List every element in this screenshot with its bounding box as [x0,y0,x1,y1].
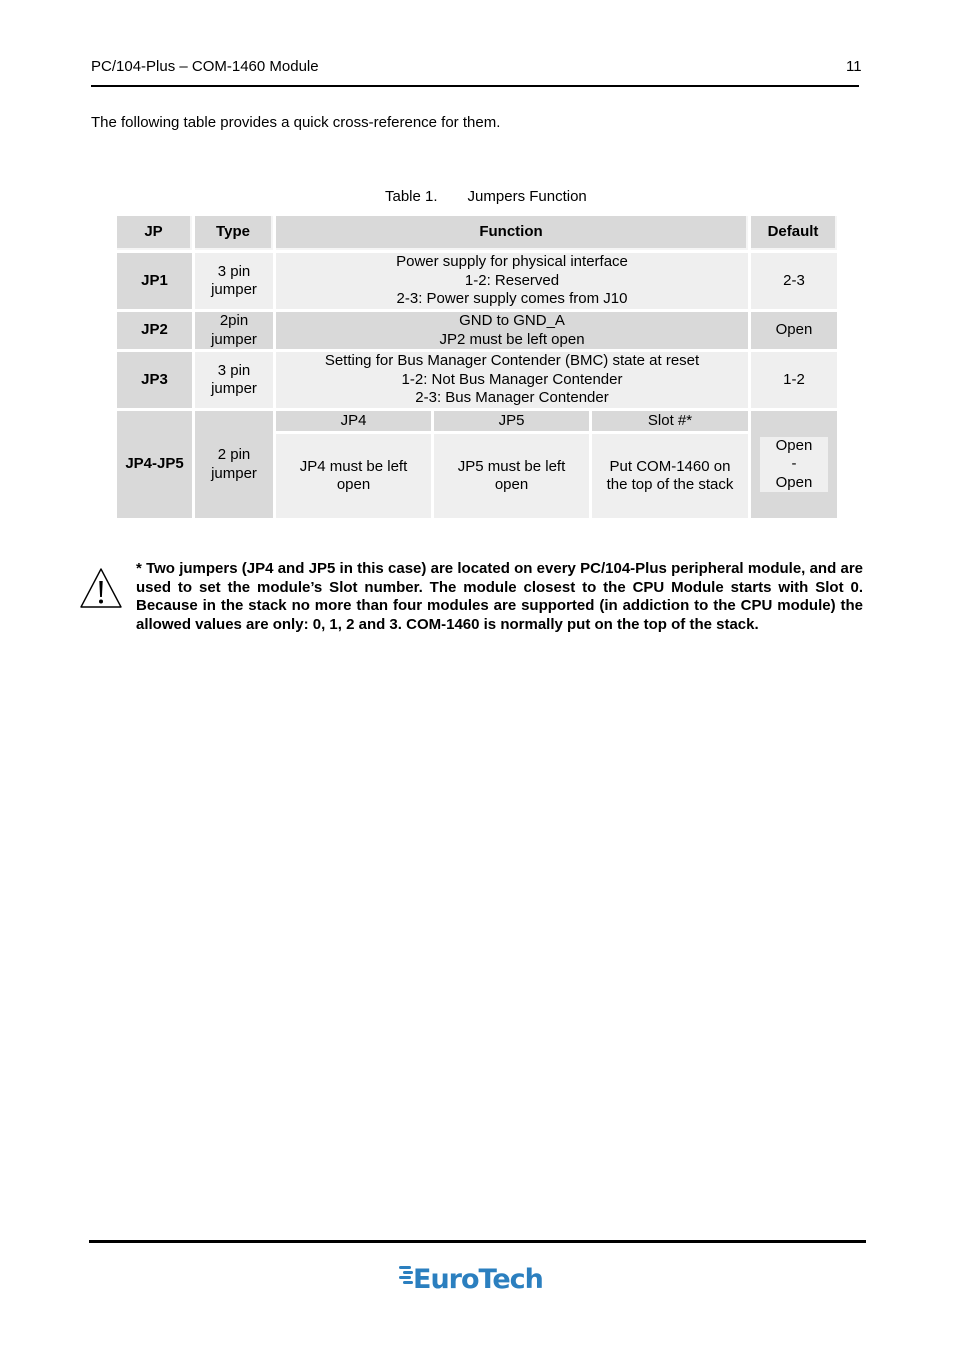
table-row-jp2-function [276,312,748,349]
table-row-jp3-function [276,352,748,408]
function-line: GND to GND_A [459,312,565,329]
type-line: jumper [211,380,257,397]
sub-value-line: Put COM-1460 on [609,457,731,475]
table-caption-title: Jumpers Function [467,188,587,205]
function-line: Setting for Bus Manager Contender (BMC) state at reset [324,352,700,370]
table-row-jp3-type [195,352,273,408]
intro-paragraph: The following table provides a quick cross-reference for them. [91,114,501,131]
type-line: jumper [211,281,257,298]
sub-value-line: the top of the stack [606,476,734,493]
eurotech-logo [399,1258,559,1298]
function-line: 1-2: Not Bus Manager Contender [401,370,623,388]
page-header-title: PC/104-Plus – COM-1460 Module [91,58,319,75]
header-rule [91,85,859,87]
type-line: 2 pin [217,446,251,463]
page-number: 11 [846,58,862,75]
warning-note: * Two jumpers (JP4 and JP5 in this case) are located on every PC/104-Plus peripheral module, and are used to set the module’s Slot number. The module closest to the CPU Module starts with Slot 0. Because in the stack no more than four modules are supported (in addiction to the CPU module) the allowed values are only: 0, 1, 2 and 3. COM-1460 is normally put on the top of the stack. [136,560,863,633]
function-line: Power supply for physical interface [396,253,628,271]
sub-value-jp5 [434,434,589,518]
table-row-jp1-function [276,253,748,309]
function-line: 2-3: Bus Manager Contender [415,389,609,407]
default-line: - [791,455,797,473]
table-row-jp4-jp5-type [195,411,273,518]
sub-value-slot [592,434,748,518]
table-row-jp2-jp: JP2 [117,312,192,349]
col-header-type: Type [195,216,273,250]
sub-value-line: open [494,476,529,493]
col-header-default: Default [751,216,837,250]
default-line: Open [775,473,813,491]
col-header-jp: JP [117,216,192,250]
sub-value-jp4 [276,434,431,518]
table-row-jp3-jp: JP3 [117,352,192,408]
table-row-jp1-jp: JP1 [117,253,192,309]
sub-header-jp5: JP5 [434,411,589,431]
function-line: 2-3: Power supply comes from J10 [396,290,628,308]
table-row-jp2-type [195,312,273,349]
type-line: 3 pin [217,262,251,280]
sub-value-line: JP4 must be left [299,457,408,475]
type-line: 2pin [219,312,249,329]
sub-value-line: JP5 must be left [457,457,566,475]
logo-text: EuroTech [413,1264,543,1295]
function-line: JP2 must be left open [439,330,585,348]
sub-header-jp4: JP4 [276,411,431,431]
table-row-jp1-type [195,253,273,309]
type-line: 3 pin [217,361,251,379]
type-line: jumper [211,464,257,482]
col-header-function: Function [276,216,748,250]
type-line: jumper [211,330,257,348]
table-caption [385,188,587,205]
function-line: 1-2: Reserved [464,271,560,289]
table-row-jp4-jp5-jp: JP4-JP5 [117,411,192,518]
warning-icon [79,567,123,609]
sub-value-line: open [336,476,371,493]
table-row-jp2-default: Open [751,312,837,349]
table-row-jp3-default: 1-2 [751,352,837,408]
table-caption-number: Table 1. [385,188,438,205]
table-row-jp1-default: 2-3 [751,253,837,309]
table-row-jp4-jp5-default [751,411,837,518]
sub-header-slot: Slot #* [592,411,748,431]
default-line: Open [775,436,813,454]
footer-rule [89,1240,866,1243]
